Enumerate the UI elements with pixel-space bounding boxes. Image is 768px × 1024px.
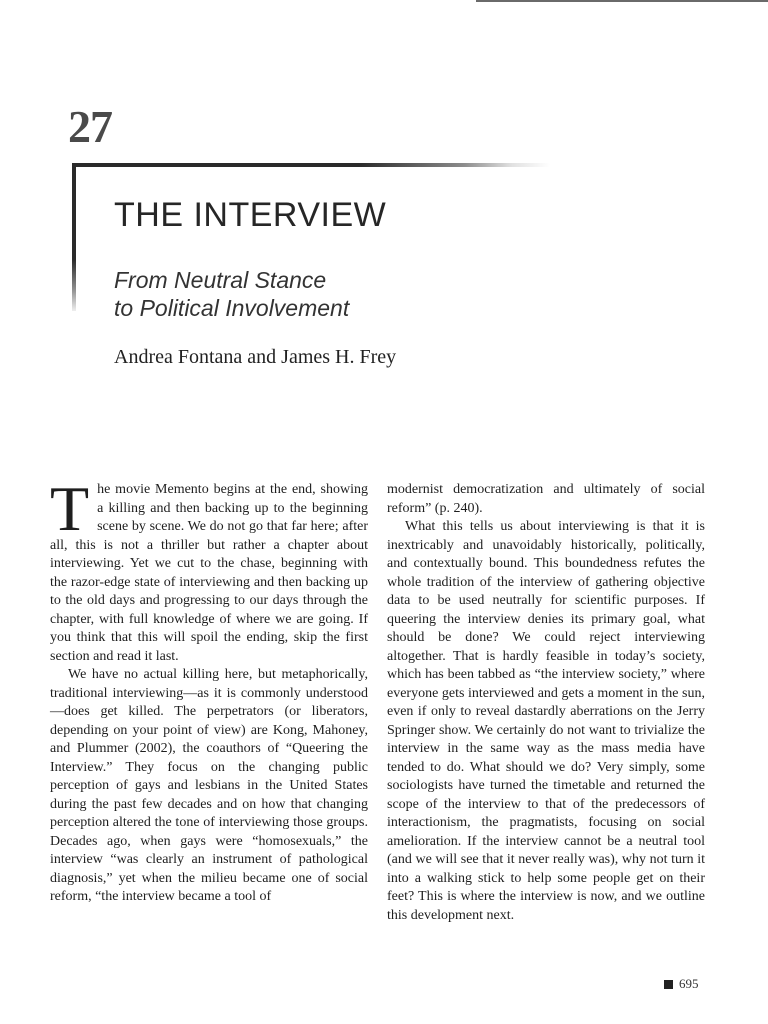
- subtitle-line-1: From Neutral Stance: [114, 267, 327, 293]
- page-number: 695: [679, 976, 699, 991]
- body-column-right: [387, 481, 705, 925]
- top-rule: [476, 0, 768, 2]
- chapter-title: THE INTERVIEW: [114, 196, 387, 234]
- paragraph-1: [50, 473, 368, 666]
- paragraph-1-text: he movie Memento begins at the end, showing a killing and then backing up to the beginning scene by scene. We do not go that far here; after all, this is not a thriller but rather a chapter about interviewing. Yet we cut to the chase, beginning with the razor-edge state of interviewing and then backing up to the old days and progressing to our days through the chapter, with full knowledge of where we are going. If you think that this will spoil the ending, skip the first section and read it last.: [50, 482, 368, 664]
- title-frame-top-rule: [72, 163, 550, 167]
- square-bullet-icon: [664, 980, 673, 989]
- drop-cap: T: [50, 473, 90, 544]
- title-frame-side-rule: [72, 163, 76, 311]
- subtitle-line-2: to Political Involvement: [114, 295, 350, 321]
- chapter-authors: Andrea Fontana and James H. Frey: [114, 346, 397, 368]
- paragraph-3: What this tells us about interviewing is that it is inextricably and unavoidably historically, politically, and contextually bound. This boundedness refutes the whole tradition of the interview of gathering objective data to be used neutrally for scientific purposes. If queering the interview denies its primary goal, what should be done? We could reject interviewing altogether. That is hardly feasible in today’s society, which has been tabbed as “the interview society,” where everyone gets interviewed and gets a moment in the sun, even if only to reveal dastardly aberrations on the Jerry Springer show. We certainly do not want to trivialize the interview in the same way as the mass media have tended to do. What should we do? Very simply, some sociologists have turned the timetable and returned the scope of the interview to that of the predecessors of interactionism, the pragmatists, focusing on social amelioration. If the interview cannot be a neutral tool (and we will see that it never really was), why not turn it into a walking stick to help some people get on their feet? This is where the interview is now, and we outline this development next.: [387, 519, 705, 923]
- paragraph-2: We have no actual killing here, but metaphorically, traditional interviewing—as it is commonly understood—does get killed. The perpetrators (or liberators, depending on your point of view) are Kong, Mahoney, and Plummer (2002), the coauthors of “Queering the Interview.” They focus on the changing public perception of gays and lesbians in the United States during the past few decades and on how that changing perception altered the tone of interviewing those groups. Decades ago, when gays were “homosexuals,” the interview “was clearly an instrument of pathological diagnosis,” yet when the milieu became one of social reform, “the interview became a tool of: [50, 667, 368, 904]
- paragraph-continued: modernist democratization and ultimately of social reform” (p. 240).: [387, 482, 705, 516]
- page-footer: [664, 976, 699, 992]
- chapter-subtitle: [114, 266, 514, 322]
- chapter-number: 27: [68, 101, 112, 152]
- body-column-left: [50, 473, 368, 907]
